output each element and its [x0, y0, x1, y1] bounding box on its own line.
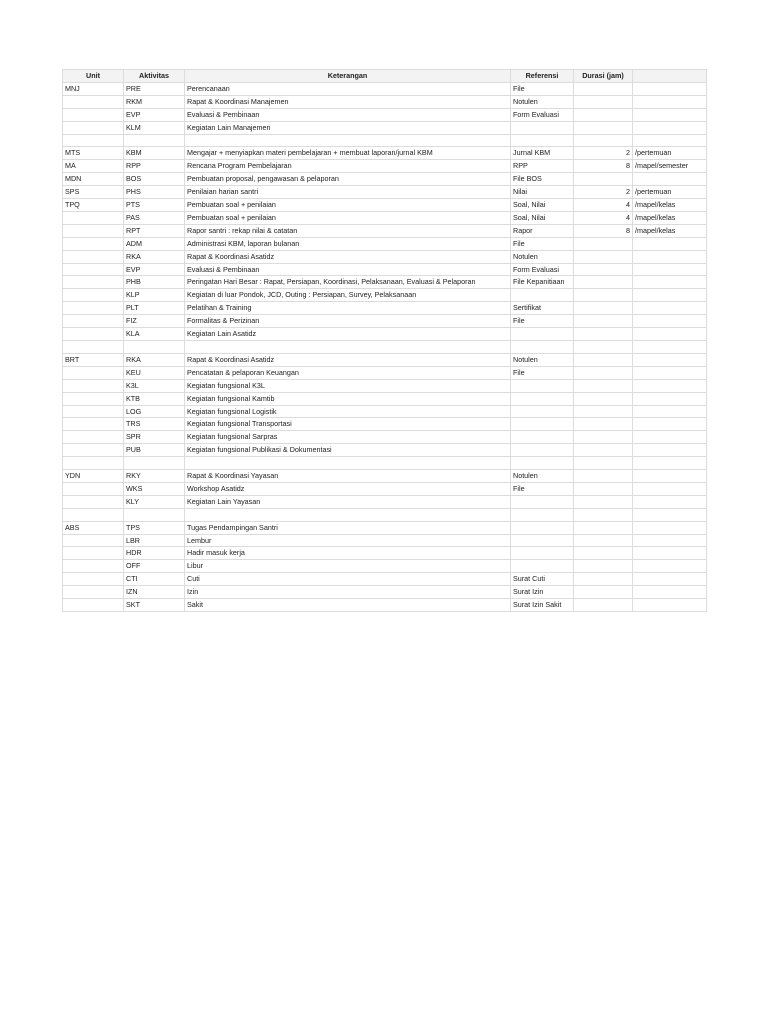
- cell-referensi[interactable]: Surat Izin: [511, 586, 574, 599]
- header-referensi: Referensi: [511, 70, 574, 83]
- cell-durasi[interactable]: [574, 586, 633, 599]
- table-row: [63, 173, 707, 186]
- cell-keterangan[interactable]: Sakit: [185, 599, 511, 612]
- cell-aktivitas[interactable]: FIZ: [124, 315, 185, 328]
- cell-durasi[interactable]: 8: [574, 160, 633, 173]
- cell-keterangan[interactable]: Kegiatan Lain Asatidz: [185, 328, 511, 341]
- cell-satuan[interactable]: [633, 547, 707, 560]
- cell-aktivitas[interactable]: ADM: [124, 237, 185, 250]
- cell-durasi[interactable]: [574, 418, 633, 431]
- cell-unit[interactable]: [63, 586, 124, 599]
- cell-referensi[interactable]: Notulen: [511, 95, 574, 108]
- cell-satuan[interactable]: [633, 263, 707, 276]
- cell-aktivitas[interactable]: PUB: [124, 444, 185, 457]
- cell-aktivitas[interactable]: PHB: [124, 276, 185, 289]
- cell-keterangan[interactable]: Rapat & Koordinasi Manajemen: [185, 95, 511, 108]
- cell-durasi[interactable]: [574, 599, 633, 612]
- cell-keterangan[interactable]: Kegiatan fungsional Logistik: [185, 405, 511, 418]
- table-row: [63, 82, 707, 95]
- cell-durasi[interactable]: 2: [574, 186, 633, 199]
- table-row: [63, 95, 707, 108]
- cell-unit[interactable]: [63, 250, 124, 263]
- cell-aktivitas[interactable]: PLT: [124, 302, 185, 315]
- cell-referensi[interactable]: [511, 444, 574, 457]
- cell-referensi[interactable]: [511, 121, 574, 134]
- cell-satuan[interactable]: [633, 508, 707, 521]
- cell-aktivitas[interactable]: SPR: [124, 431, 185, 444]
- cell-unit[interactable]: [63, 263, 124, 276]
- header-row: [63, 70, 707, 83]
- cell-unit[interactable]: YDN: [63, 470, 124, 483]
- cell-keterangan[interactable]: Pencatatan & pelaporan Keuangan: [185, 366, 511, 379]
- cell-referensi[interactable]: Surat Cuti: [511, 573, 574, 586]
- cell-keterangan[interactable]: [185, 508, 511, 521]
- cell-referensi[interactable]: [511, 495, 574, 508]
- cell-satuan[interactable]: /mapel/semester: [633, 160, 707, 173]
- cell-keterangan[interactable]: Kegiatan di luar Pondok, JCD, Outing : Persiapan, Survey, Pelaksanaan: [185, 289, 511, 302]
- cell-referensi[interactable]: [511, 521, 574, 534]
- cell-referensi[interactable]: [511, 560, 574, 573]
- cell-unit[interactable]: [63, 599, 124, 612]
- cell-satuan[interactable]: /mapel/kelas: [633, 224, 707, 237]
- cell-durasi[interactable]: [574, 82, 633, 95]
- cell-unit[interactable]: [63, 457, 124, 470]
- cell-satuan[interactable]: [633, 237, 707, 250]
- cell-keterangan[interactable]: Perencanaan: [185, 82, 511, 95]
- cell-unit[interactable]: MTS: [63, 147, 124, 160]
- cell-unit[interactable]: [63, 108, 124, 121]
- cell-durasi[interactable]: [574, 508, 633, 521]
- table-row: [63, 379, 707, 392]
- table-row: [63, 263, 707, 276]
- cell-referensi[interactable]: Nilai: [511, 186, 574, 199]
- cell-aktivitas[interactable]: [124, 134, 185, 147]
- table-row: [63, 560, 707, 573]
- cell-referensi[interactable]: File: [511, 237, 574, 250]
- cell-durasi[interactable]: [574, 302, 633, 315]
- cell-durasi[interactable]: [574, 173, 633, 186]
- header-durasi: Durasi (jam): [574, 70, 633, 83]
- cell-aktivitas[interactable]: PRE: [124, 82, 185, 95]
- cell-keterangan[interactable]: Formalitas & Perizinan: [185, 315, 511, 328]
- cell-aktivitas[interactable]: RKY: [124, 470, 185, 483]
- cell-aktivitas[interactable]: [124, 508, 185, 521]
- cell-satuan[interactable]: [633, 173, 707, 186]
- cell-durasi[interactable]: [574, 289, 633, 302]
- cell-unit[interactable]: [63, 121, 124, 134]
- cell-satuan[interactable]: [633, 121, 707, 134]
- cell-aktivitas[interactable]: OFF: [124, 560, 185, 573]
- cell-referensi[interactable]: RPP: [511, 160, 574, 173]
- cell-aktivitas[interactable]: RPT: [124, 224, 185, 237]
- cell-keterangan[interactable]: [185, 341, 511, 354]
- cell-aktivitas[interactable]: BOS: [124, 173, 185, 186]
- cell-keterangan[interactable]: Pembuatan proposal, pengawasan & pelaporan: [185, 173, 511, 186]
- cell-referensi[interactable]: Surat Izin Sakit: [511, 599, 574, 612]
- cell-satuan[interactable]: /mapel/kelas: [633, 199, 707, 212]
- cell-unit[interactable]: [63, 237, 124, 250]
- cell-satuan[interactable]: [633, 599, 707, 612]
- table-row: [63, 444, 707, 457]
- table-row: [63, 470, 707, 483]
- cell-durasi[interactable]: [574, 379, 633, 392]
- table-body: [63, 82, 707, 611]
- activity-table: [62, 69, 707, 612]
- cell-satuan[interactable]: [633, 560, 707, 573]
- cell-unit[interactable]: [63, 573, 124, 586]
- cell-referensi[interactable]: [511, 405, 574, 418]
- cell-durasi[interactable]: [574, 121, 633, 134]
- cell-aktivitas[interactable]: WKS: [124, 482, 185, 495]
- cell-referensi[interactable]: [511, 534, 574, 547]
- cell-durasi[interactable]: 4: [574, 211, 633, 224]
- header-unit: Unit: [63, 70, 124, 83]
- table-row: [63, 315, 707, 328]
- cell-referensi[interactable]: [511, 289, 574, 302]
- cell-keterangan[interactable]: Pembuatan soal + penilaian: [185, 211, 511, 224]
- table-row: [63, 250, 707, 263]
- cell-durasi[interactable]: [574, 470, 633, 483]
- cell-unit[interactable]: [63, 392, 124, 405]
- cell-unit[interactable]: [63, 328, 124, 341]
- cell-aktivitas[interactable]: TRS: [124, 418, 185, 431]
- cell-unit[interactable]: TPQ: [63, 199, 124, 212]
- cell-satuan[interactable]: [633, 108, 707, 121]
- header-satuan: [633, 70, 707, 83]
- cell-durasi[interactable]: [574, 341, 633, 354]
- cell-durasi[interactable]: 8: [574, 224, 633, 237]
- cell-keterangan[interactable]: Mengajar + menyiapkan materi pembelajaran + membuat laporan/jurnal KBM: [185, 147, 511, 160]
- cell-aktivitas[interactable]: EVP: [124, 108, 185, 121]
- cell-unit[interactable]: [63, 341, 124, 354]
- cell-satuan[interactable]: [633, 431, 707, 444]
- cell-unit[interactable]: [63, 95, 124, 108]
- cell-durasi[interactable]: [574, 482, 633, 495]
- cell-aktivitas[interactable]: HDR: [124, 547, 185, 560]
- cell-durasi[interactable]: [574, 405, 633, 418]
- cell-satuan[interactable]: [633, 82, 707, 95]
- cell-durasi[interactable]: [574, 521, 633, 534]
- table-row: [63, 341, 707, 354]
- cell-durasi[interactable]: [574, 263, 633, 276]
- cell-satuan[interactable]: [633, 534, 707, 547]
- table-row: [63, 392, 707, 405]
- cell-aktivitas[interactable]: [124, 341, 185, 354]
- cell-referensi[interactable]: [511, 457, 574, 470]
- cell-aktivitas[interactable]: [124, 457, 185, 470]
- table-row: [63, 495, 707, 508]
- cell-durasi[interactable]: [574, 457, 633, 470]
- cell-referensi[interactable]: Notulen: [511, 470, 574, 483]
- cell-referensi[interactable]: [511, 392, 574, 405]
- cell-durasi[interactable]: [574, 134, 633, 147]
- table-row: [63, 237, 707, 250]
- cell-aktivitas[interactable]: IZN: [124, 586, 185, 599]
- cell-aktivitas[interactable]: RKA: [124, 250, 185, 263]
- cell-satuan[interactable]: [633, 470, 707, 483]
- cell-aktivitas[interactable]: RPP: [124, 160, 185, 173]
- cell-unit[interactable]: [63, 211, 124, 224]
- cell-keterangan[interactable]: Kegiatan fungsional K3L: [185, 379, 511, 392]
- cell-referensi[interactable]: [511, 431, 574, 444]
- cell-durasi[interactable]: 2: [574, 147, 633, 160]
- cell-durasi[interactable]: [574, 431, 633, 444]
- cell-aktivitas[interactable]: RKA: [124, 353, 185, 366]
- table-row: [63, 186, 707, 199]
- cell-keterangan[interactable]: Administrasi KBM, laporan bulanan: [185, 237, 511, 250]
- cell-referensi[interactable]: Soal, Nilai: [511, 211, 574, 224]
- cell-durasi[interactable]: [574, 276, 633, 289]
- cell-referensi[interactable]: [511, 134, 574, 147]
- cell-aktivitas[interactable]: KLY: [124, 495, 185, 508]
- cell-satuan[interactable]: [633, 95, 707, 108]
- cell-satuan[interactable]: [633, 341, 707, 354]
- cell-keterangan[interactable]: Pelatihan & Training: [185, 302, 511, 315]
- cell-satuan[interactable]: [633, 134, 707, 147]
- header-keterangan: Keterangan: [185, 70, 511, 83]
- cell-satuan[interactable]: [633, 315, 707, 328]
- cell-keterangan[interactable]: Kegiatan fungsional Publikasi & Dokumentasi: [185, 444, 511, 457]
- cell-keterangan[interactable]: Pembuatan soal + penilaian: [185, 199, 511, 212]
- cell-aktivitas[interactable]: PTS: [124, 199, 185, 212]
- cell-referensi[interactable]: [511, 341, 574, 354]
- cell-aktivitas[interactable]: TPS: [124, 521, 185, 534]
- table-row: [63, 134, 707, 147]
- cell-satuan[interactable]: [633, 418, 707, 431]
- cell-aktivitas[interactable]: KLM: [124, 121, 185, 134]
- cell-referensi[interactable]: File Kepanitiaan: [511, 276, 574, 289]
- cell-durasi[interactable]: [574, 315, 633, 328]
- table-row: [63, 302, 707, 315]
- cell-unit[interactable]: [63, 534, 124, 547]
- table-row: [63, 160, 707, 173]
- table-row: [63, 353, 707, 366]
- cell-aktivitas[interactable]: SKT: [124, 599, 185, 612]
- cell-satuan[interactable]: /pertemuan: [633, 147, 707, 160]
- cell-durasi[interactable]: [574, 328, 633, 341]
- cell-keterangan[interactable]: Rapat & Koordinasi Asatidz: [185, 353, 511, 366]
- cell-durasi[interactable]: [574, 95, 633, 108]
- cell-satuan[interactable]: [633, 392, 707, 405]
- cell-referensi[interactable]: [511, 547, 574, 560]
- table-row: [63, 547, 707, 560]
- cell-keterangan[interactable]: Izin: [185, 586, 511, 599]
- cell-aktivitas[interactable]: KLP: [124, 289, 185, 302]
- table-row: [63, 418, 707, 431]
- table-row: [63, 211, 707, 224]
- cell-keterangan[interactable]: [185, 457, 511, 470]
- cell-referensi[interactable]: File: [511, 482, 574, 495]
- cell-unit[interactable]: [63, 405, 124, 418]
- cell-durasi[interactable]: [574, 534, 633, 547]
- cell-keterangan[interactable]: Peringatan Hari Besar : Rapat, Persiapan, Koordinasi, Pelaksanaan, Evaluasi & Pelaporan: [185, 276, 511, 289]
- cell-referensi[interactable]: Notulen: [511, 353, 574, 366]
- cell-unit[interactable]: SPS: [63, 186, 124, 199]
- cell-keterangan[interactable]: Cuti: [185, 573, 511, 586]
- cell-keterangan[interactable]: Kegiatan Lain Yayasan: [185, 495, 511, 508]
- header-aktivitas: Aktivitas: [124, 70, 185, 83]
- cell-referensi[interactable]: File: [511, 366, 574, 379]
- cell-referensi[interactable]: Form Evaluasi: [511, 108, 574, 121]
- cell-keterangan[interactable]: Evaluasi & Pembinaan: [185, 263, 511, 276]
- cell-unit[interactable]: [63, 276, 124, 289]
- cell-satuan[interactable]: [633, 482, 707, 495]
- cell-keterangan[interactable]: Rapat & Koordinasi Yayasan: [185, 470, 511, 483]
- table-row: [63, 121, 707, 134]
- cell-keterangan[interactable]: Kegiatan fungsional Sarpras: [185, 431, 511, 444]
- cell-satuan[interactable]: [633, 276, 707, 289]
- table-row: [63, 224, 707, 237]
- cell-unit[interactable]: [63, 495, 124, 508]
- cell-keterangan[interactable]: Tugas Pendampingan Santri: [185, 521, 511, 534]
- table-row: [63, 431, 707, 444]
- cell-aktivitas[interactable]: EVP: [124, 263, 185, 276]
- cell-durasi[interactable]: [574, 495, 633, 508]
- table-row: [63, 521, 707, 534]
- table-row: [63, 599, 707, 612]
- cell-unit[interactable]: MDN: [63, 173, 124, 186]
- cell-referensi[interactable]: Jurnal KBM: [511, 147, 574, 160]
- cell-unit[interactable]: [63, 379, 124, 392]
- table-row: [63, 289, 707, 302]
- cell-durasi[interactable]: [574, 444, 633, 457]
- table-row: [63, 147, 707, 160]
- cell-satuan[interactable]: [633, 573, 707, 586]
- cell-keterangan[interactable]: Rencana Program Pembelajaran: [185, 160, 511, 173]
- cell-referensi[interactable]: Rapor: [511, 224, 574, 237]
- cell-keterangan[interactable]: Penilaian harian santri: [185, 186, 511, 199]
- cell-durasi[interactable]: [574, 560, 633, 573]
- cell-satuan[interactable]: [633, 302, 707, 315]
- cell-referensi[interactable]: File: [511, 82, 574, 95]
- table-row: [63, 405, 707, 418]
- cell-unit[interactable]: [63, 482, 124, 495]
- cell-aktivitas[interactable]: CTI: [124, 573, 185, 586]
- table-row: [63, 328, 707, 341]
- cell-satuan[interactable]: [633, 289, 707, 302]
- cell-unit[interactable]: [63, 366, 124, 379]
- cell-satuan[interactable]: /pertemuan: [633, 186, 707, 199]
- cell-unit[interactable]: [63, 547, 124, 560]
- table-row: [63, 508, 707, 521]
- cell-durasi[interactable]: [574, 250, 633, 263]
- cell-unit[interactable]: [63, 289, 124, 302]
- spreadsheet: [62, 69, 707, 612]
- table-row: [63, 586, 707, 599]
- cell-referensi[interactable]: [511, 328, 574, 341]
- table-row: [63, 366, 707, 379]
- cell-unit[interactable]: [63, 134, 124, 147]
- cell-satuan[interactable]: [633, 405, 707, 418]
- cell-durasi[interactable]: [574, 392, 633, 405]
- cell-referensi[interactable]: Soal, Nilai: [511, 199, 574, 212]
- cell-keterangan[interactable]: Rapat & Koordinasi Asatidz: [185, 250, 511, 263]
- cell-aktivitas[interactable]: RKM: [124, 95, 185, 108]
- cell-durasi[interactable]: [574, 237, 633, 250]
- cell-satuan[interactable]: [633, 444, 707, 457]
- cell-referensi[interactable]: Notulen: [511, 250, 574, 263]
- table-row: [63, 199, 707, 212]
- cell-keterangan[interactable]: Hadir masuk kerja: [185, 547, 511, 560]
- cell-unit[interactable]: MA: [63, 160, 124, 173]
- cell-unit[interactable]: [63, 560, 124, 573]
- cell-satuan[interactable]: [633, 586, 707, 599]
- cell-keterangan[interactable]: Libur: [185, 560, 511, 573]
- table-row: [63, 534, 707, 547]
- cell-aktivitas[interactable]: KBM: [124, 147, 185, 160]
- cell-unit[interactable]: MNJ: [63, 82, 124, 95]
- cell-aktivitas[interactable]: K3L: [124, 379, 185, 392]
- cell-aktivitas[interactable]: LBR: [124, 534, 185, 547]
- cell-aktivitas[interactable]: KLA: [124, 328, 185, 341]
- cell-satuan[interactable]: [633, 521, 707, 534]
- cell-keterangan[interactable]: Evaluasi & Pembinaan: [185, 108, 511, 121]
- cell-unit[interactable]: [63, 302, 124, 315]
- cell-aktivitas[interactable]: LOG: [124, 405, 185, 418]
- cell-satuan[interactable]: [633, 353, 707, 366]
- cell-referensi[interactable]: [511, 508, 574, 521]
- cell-keterangan[interactable]: Rapor santri : rekap nilai & catatan: [185, 224, 511, 237]
- cell-aktivitas[interactable]: PHS: [124, 186, 185, 199]
- table-row: [63, 276, 707, 289]
- table-row: [63, 457, 707, 470]
- cell-satuan[interactable]: [633, 379, 707, 392]
- cell-referensi[interactable]: [511, 379, 574, 392]
- cell-referensi[interactable]: Form Evaluasi: [511, 263, 574, 276]
- cell-satuan[interactable]: [633, 250, 707, 263]
- table-row: [63, 108, 707, 121]
- cell-keterangan[interactable]: Kegiatan fungsional Transportasi: [185, 418, 511, 431]
- cell-unit[interactable]: [63, 444, 124, 457]
- cell-durasi[interactable]: [574, 353, 633, 366]
- table-row: [63, 482, 707, 495]
- cell-unit[interactable]: ABS: [63, 521, 124, 534]
- cell-unit[interactable]: [63, 508, 124, 521]
- cell-satuan[interactable]: [633, 328, 707, 341]
- cell-keterangan[interactable]: [185, 134, 511, 147]
- cell-aktivitas[interactable]: KTB: [124, 392, 185, 405]
- cell-satuan[interactable]: /mapel/kelas: [633, 211, 707, 224]
- cell-durasi[interactable]: [574, 547, 633, 560]
- cell-keterangan[interactable]: Lembur: [185, 534, 511, 547]
- cell-referensi[interactable]: File BOS: [511, 173, 574, 186]
- cell-unit[interactable]: [63, 224, 124, 237]
- cell-satuan[interactable]: [633, 366, 707, 379]
- cell-keterangan[interactable]: Kegiatan Lain Manajemen: [185, 121, 511, 134]
- cell-durasi[interactable]: 4: [574, 199, 633, 212]
- cell-aktivitas[interactable]: KEU: [124, 366, 185, 379]
- cell-durasi[interactable]: [574, 573, 633, 586]
- cell-satuan[interactable]: [633, 457, 707, 470]
- cell-referensi[interactable]: File: [511, 315, 574, 328]
- cell-aktivitas[interactable]: PAS: [124, 211, 185, 224]
- table-row: [63, 573, 707, 586]
- cell-unit[interactable]: [63, 315, 124, 328]
- cell-referensi[interactable]: [511, 418, 574, 431]
- cell-unit[interactable]: [63, 418, 124, 431]
- cell-unit[interactable]: [63, 431, 124, 444]
- cell-keterangan[interactable]: Workshop Asatidz: [185, 482, 511, 495]
- cell-satuan[interactable]: [633, 495, 707, 508]
- cell-unit[interactable]: BRT: [63, 353, 124, 366]
- cell-durasi[interactable]: [574, 366, 633, 379]
- cell-keterangan[interactable]: Kegiatan fungsional Kamtib: [185, 392, 511, 405]
- cell-durasi[interactable]: [574, 108, 633, 121]
- cell-referensi[interactable]: Sertifikat: [511, 302, 574, 315]
